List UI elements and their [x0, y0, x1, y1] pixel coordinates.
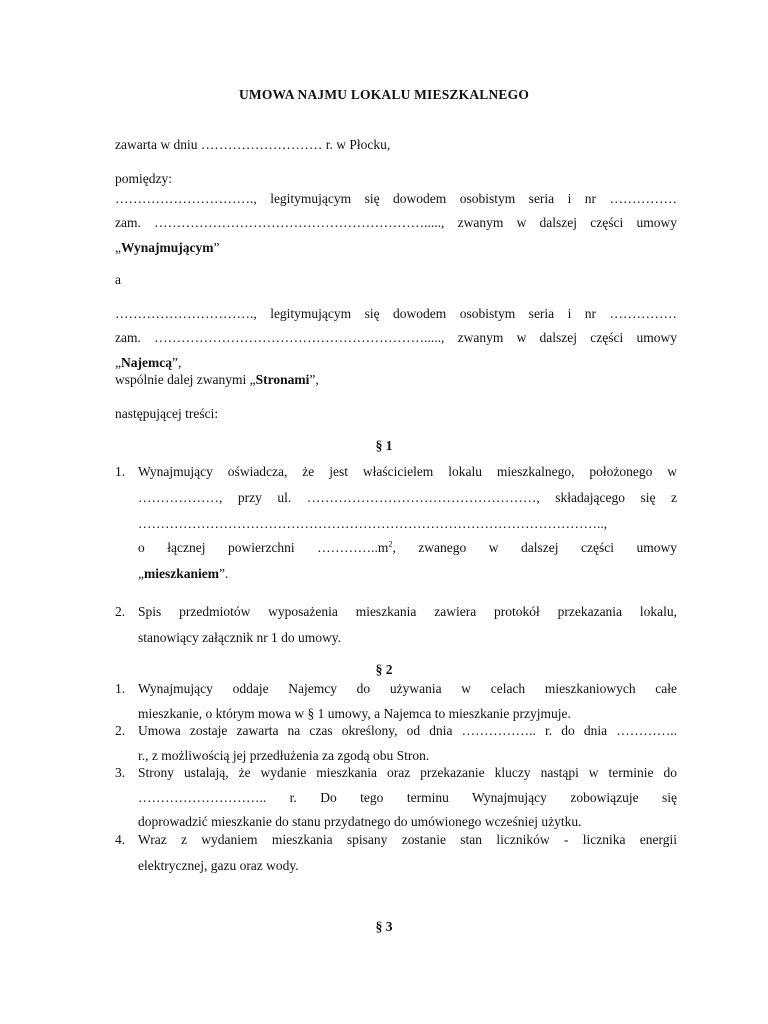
s2-p2-line2: r., z możliwością jej przedłużenia za zgodą obu Stron. [138, 748, 430, 763]
s2-p4-number: 4. [115, 832, 126, 847]
parties-together-prefix: wspólnie dalej zwanymi „ [115, 372, 256, 387]
s2-p3-line2: ……………………….. r. Do tego terminu Wynajmujący zobowiązuje się [138, 790, 677, 805]
party2-address-line: zam. ……………………………………………………....., zwanym w dalszej części umowy [115, 330, 677, 345]
s2-p3-line1: Strony ustalają, że wydanie mieszkania oraz przekazanie kluczy nastąpi w terminie do [138, 765, 677, 780]
area-unit-superscript: 2 [388, 539, 393, 549]
party1-name: Wynajmującym [121, 240, 214, 255]
quote-close: ” [213, 240, 220, 255]
s1-p2-line1: Spis przedmiotów wyposażenia mieszkania zawiera protokół przekazania lokalu, [138, 604, 677, 619]
s1-p2-line2: stanowiący załącznik nr 1 do umowy. [138, 630, 342, 645]
s2-p1-line1: Wynajmujący oddaje Najemcy do używania w celach mieszkaniowych całe [138, 681, 677, 696]
apartment-defined-term: mieszkaniem [144, 566, 219, 581]
s1-p1-line5 [138, 566, 677, 582]
section-2-heading: § 2 [375, 662, 393, 677]
contract-date-line: zawarta w dniu ……………………… r. w Płocku, [115, 137, 391, 152]
party1-address-line: zam. ……………………………………………………....., zwanym w dalszej części umowy [115, 215, 677, 230]
quote-open: „ [115, 240, 121, 255]
and-label: a [115, 272, 121, 287]
s2-p3-number: 3. [115, 765, 126, 780]
quote-close: ”. [219, 566, 229, 581]
party2-name: Najemcą [121, 355, 172, 370]
s1-p1-number: 1. [115, 464, 126, 479]
party2-id-line: …………………………., legitymującym się dowodem osobistym seria i nr …………… [115, 306, 677, 321]
s2-p2-line1: Umowa zostaje zawarta na czas określony, od dnia …………….. r. do dnia ………….. [138, 723, 677, 738]
following-content-label: następującej treści: [115, 406, 219, 421]
s2-p1-line2: mieszkanie, o którym mowa w § 1 umowy, a Najemca to mieszkanie przyjmuje. [138, 706, 571, 721]
quote-open: „ [115, 355, 121, 370]
s2-p4-line2: elektrycznej, gazu oraz wody. [138, 858, 299, 873]
s1-p1-line1: Wynajmujący oświadcza, że jest właścicielem lokalu mieszkalnego, położonego w [138, 464, 677, 479]
between-label: pomiędzy: [115, 171, 172, 186]
parties-together-line [115, 372, 319, 388]
quote-close: ”, [171, 355, 182, 370]
s2-p1-number: 1. [115, 681, 126, 696]
party1-id-line: …………………………., legitymującym się dowodem osobistym seria i nr …………… [115, 191, 677, 206]
section-1-heading: § 1 [375, 438, 393, 453]
party1-name-line [115, 240, 220, 256]
s2-p4-line1: Wraz z wydaniem mieszkania spisany zostanie stan liczników - licznika energii [138, 832, 677, 847]
area-text: o łącznej powierzchni …………..m [138, 540, 389, 555]
s1-p1-line3: ………………………………………………………………………………………….., [138, 516, 608, 531]
quote-open: „ [138, 566, 144, 581]
s2-p3-line3: doprowadzić mieszkanie do stanu przydatnego do umówionego wcześniej użytku. [138, 814, 582, 829]
area-text-suffix: , zwanego w dalszej części umowy [392, 540, 677, 555]
s1-p1-line2: ………………, przy ul. ……………………………………………, składającego się z [138, 490, 677, 505]
document-title: UMOWA NAJMU LOKALU MIESZKALNEGO [238, 87, 530, 102]
party2-name-line [115, 355, 181, 371]
s2-p2-number: 2. [115, 723, 126, 738]
s1-p2-number: 2. [115, 604, 126, 619]
parties-name: Stronami [255, 372, 310, 387]
quote-close: ”, [309, 372, 319, 387]
section-3-heading: § 3 [375, 919, 393, 934]
s1-p1-line4 [138, 540, 677, 556]
